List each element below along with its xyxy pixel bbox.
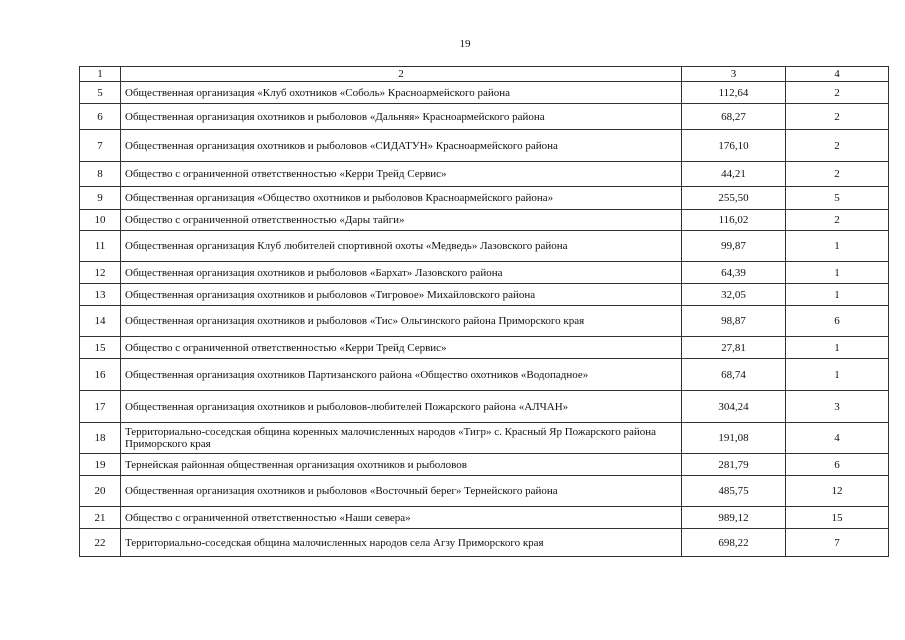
row-number-cell: 10 [80, 210, 121, 231]
header-cell: 2 [121, 67, 682, 82]
row-number-cell: 6 [80, 104, 121, 130]
organization-name-cell: Общество с ограниченной ответственностью «Наши севера» [121, 507, 682, 529]
table-row [80, 337, 889, 359]
row-number-cell: 21 [80, 507, 121, 529]
organization-name-cell: Общественная организация охотников и рыболовов «Бархат» Лазовского района [121, 262, 682, 284]
area-value-cell: 112,64 [682, 82, 786, 104]
table-row [80, 359, 889, 391]
count-cell: 2 [786, 162, 889, 187]
row-number-cell: 19 [80, 454, 121, 476]
organization-name-cell: Общественная организация охотников и рыболовов-любителей Пожарского района «АЛЧАН» [121, 391, 682, 423]
table-row [80, 476, 889, 507]
count-cell: 1 [786, 359, 889, 391]
organization-name-cell: Общественная организация охотников и рыболовов «Дальняя» Красноармейского района [121, 104, 682, 130]
table-row [80, 104, 889, 130]
row-number-cell: 22 [80, 529, 121, 557]
organization-name-cell: Общество с ограниченной ответственностью «Дары тайги» [121, 210, 682, 231]
area-value-cell: 304,24 [682, 391, 786, 423]
area-value-cell: 176,10 [682, 130, 786, 162]
count-cell: 12 [786, 476, 889, 507]
count-cell: 2 [786, 210, 889, 231]
count-cell: 2 [786, 82, 889, 104]
count-cell: 1 [786, 262, 889, 284]
area-value-cell: 32,05 [682, 284, 786, 306]
count-cell: 6 [786, 306, 889, 337]
table-row [80, 507, 889, 529]
page-number: 19 [459, 38, 471, 50]
area-value-cell: 698,22 [682, 529, 786, 557]
count-cell: 15 [786, 507, 889, 529]
row-number-cell: 17 [80, 391, 121, 423]
count-cell: 2 [786, 104, 889, 130]
table-header-row [80, 67, 889, 82]
organization-name-cell: Общественная организация охотников и рыболовов «Восточный берег» Тернейского района [121, 476, 682, 507]
organization-name-cell: Общество с ограниченной ответственностью «Керри Трейд Сервис» [121, 337, 682, 359]
organization-name-cell: Общественная организация «Общество охотников и рыболовов Красноармейского района» [121, 187, 682, 210]
organization-name-cell: Тернейская районная общественная организация охотников и рыболовов [121, 454, 682, 476]
table-row [80, 210, 889, 231]
count-cell: 5 [786, 187, 889, 210]
area-value-cell: 989,12 [682, 507, 786, 529]
row-number-cell: 20 [80, 476, 121, 507]
count-cell: 1 [786, 231, 889, 262]
row-number-cell: 8 [80, 162, 121, 187]
organization-name-cell: Общественная организация охотников и рыболовов «СИДАТУН» Красноармейского района [121, 130, 682, 162]
area-value-cell: 281,79 [682, 454, 786, 476]
table-row [80, 454, 889, 476]
organization-name-cell: Территориально-соседская община коренных малочисленных народов «Тигр» с. Красный Яр Пожарского района Приморского края [121, 423, 682, 454]
area-value-cell: 98,87 [682, 306, 786, 337]
area-value-cell: 99,87 [682, 231, 786, 262]
row-number-cell: 16 [80, 359, 121, 391]
area-value-cell: 27,81 [682, 337, 786, 359]
row-number-cell: 9 [80, 187, 121, 210]
row-number-cell: 15 [80, 337, 121, 359]
area-value-cell: 64,39 [682, 262, 786, 284]
organization-name-cell: Общественная организация охотников Партизанского района «Общество охотников «Водопадное» [121, 359, 682, 391]
count-cell: 1 [786, 284, 889, 306]
table-row [80, 306, 889, 337]
count-cell: 6 [786, 454, 889, 476]
row-number-cell: 14 [80, 306, 121, 337]
table-row [80, 529, 889, 557]
organization-name-cell: Территориально-соседская община малочисленных народов села Агзу Приморского края [121, 529, 682, 557]
organization-name-cell: Общественная организация Клуб любителей спортивной охоты «Медведь» Лазовского района [121, 231, 682, 262]
organization-name-cell: Общество с ограниченной ответственностью «Керри Трейд Сервис» [121, 162, 682, 187]
organization-name-cell: Общественная организация охотников и рыболовов «Тис» Ольгинского района Приморского края [121, 306, 682, 337]
row-number-cell: 12 [80, 262, 121, 284]
organizations-table [79, 66, 889, 557]
table-row [80, 231, 889, 262]
row-number-cell: 5 [80, 82, 121, 104]
table-row [80, 423, 889, 454]
count-cell: 1 [786, 337, 889, 359]
table-row [80, 284, 889, 306]
row-number-cell: 18 [80, 423, 121, 454]
area-value-cell: 191,08 [682, 423, 786, 454]
area-value-cell: 116,02 [682, 210, 786, 231]
row-number-cell: 7 [80, 130, 121, 162]
table-row [80, 162, 889, 187]
area-value-cell: 44,21 [682, 162, 786, 187]
table-row [80, 130, 889, 162]
area-value-cell: 68,27 [682, 104, 786, 130]
area-value-cell: 255,50 [682, 187, 786, 210]
area-value-cell: 485,75 [682, 476, 786, 507]
table-row [80, 391, 889, 423]
table-row [80, 82, 889, 104]
table-row [80, 262, 889, 284]
organization-name-cell: Общественная организация «Клуб охотников «Соболь» Красноармейского района [121, 82, 682, 104]
count-cell: 3 [786, 391, 889, 423]
count-cell: 7 [786, 529, 889, 557]
header-cell: 1 [80, 67, 121, 82]
header-cell: 4 [786, 67, 889, 82]
header-cell: 3 [682, 67, 786, 82]
count-cell: 2 [786, 130, 889, 162]
row-number-cell: 13 [80, 284, 121, 306]
row-number-cell: 11 [80, 231, 121, 262]
organization-name-cell: Общественная организация охотников и рыболовов «Тигровое» Михайловского района [121, 284, 682, 306]
table-row [80, 187, 889, 210]
count-cell: 4 [786, 423, 889, 454]
area-value-cell: 68,74 [682, 359, 786, 391]
